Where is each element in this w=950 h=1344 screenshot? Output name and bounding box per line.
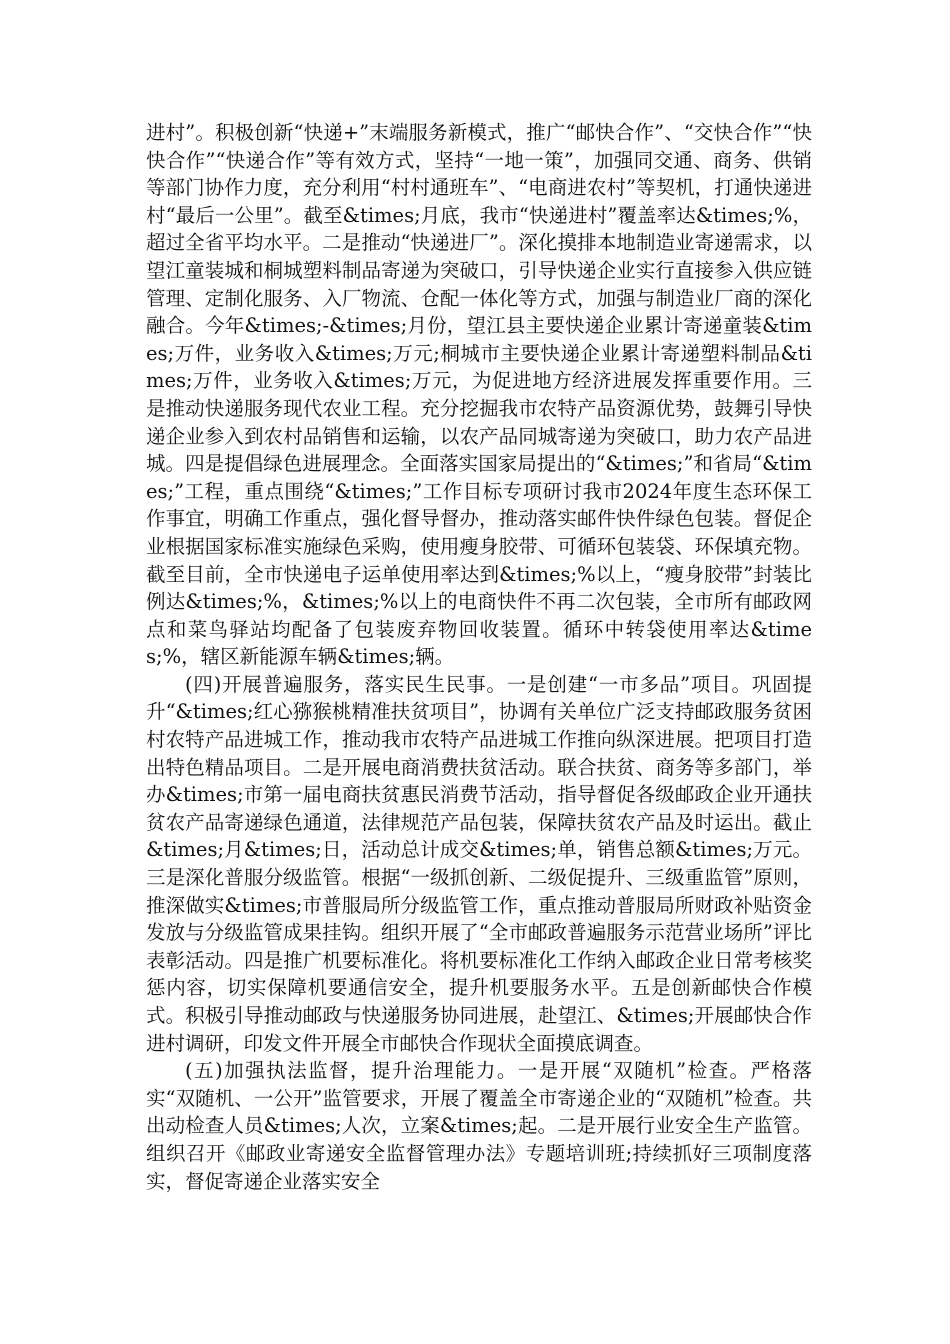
body-paragraph-2: (四)开展普遍服务，落实民生民事。一是创建“一市多品”项目。巩固提升“&times;红心猕猴桃精准扶贫项目”，协调有关单位广泛支持邮政服务贫困村农特产品进城工作，推动我市农特产品进城工作推向纵深进展。把项目打造出特色精品项目。二是开展电商消费扶贫活动。联合扶贫、商务等多部门，举办&times;市第一届电商扶贫惠民消费节活动，指导督促各级邮政企业开通扶贫农产品寄递绿色通道，法律规范产品包装，保障扶贫农产品及时运出。截止&times;月&times;日，活动总计成交&times;单，销售总额&times;万元。三是深化普服分级监管。根据“一级抓创新、二级促提升、三级重监管”原则，推深做实&times;市普服局所分级监管工作，重点推动普服局所财政补贴资金发放与分级监管成果挂钩。组织开展了“全市邮政普遍服务示范营业场所”评比表彰活动。四是推广机要标准化。将机要标准化工作纳入邮政企业日常考核奖惩内容，切实保障机要通信安全，提升机要服务水平。五是创新邮快合作模式。积极引导推动邮政与快递服务协同进展，赴望江、&times;开展邮快合作进村调研，印发文件开展全市邮快合作现状全面摸底调查。 [146, 672, 812, 1055]
body-paragraph-3: (五)加强执法监督，提升治理能力。一是开展“双随机”检查。严格落实“双随机、一公开”监管要求，开展了覆盖全市寄递企业的“双随机”检查。共出动检查人员&times;人次，立案&times;起。二是开展行业安全生产监管。组织召开《邮政业寄递安全监督管理办法》专题培训班;持续抓好三项制度落实，督促寄递企业落实安全 [146, 1059, 812, 1193]
body-paragraph-1: 进村”。积极创新“快递+”末端服务新模式，推广“邮快合作”、“交快合作”“快快合作”“快递合作”等有效方式，坚持“一地一策”，加强同交通、商务、供销等部门协作力度，充分利用“村村通班车”、“电商进农村”等契机，打通快递进村“最后一公里”。截至&times;月底，我市“快递进村”覆盖率达&times;%，超过全省平均水平。二是推动“快递进厂”。深化摸排本地制造业寄递需求，以望江童装城和桐城塑料制品寄递为突破口，引导快递企业实行直接参入供应链管理、定制化服务、入厂物流、仓配一体化等方式，加强与制造业厂商的深化融合。今年&times;-&times;月份，望江县主要快递企业累计寄递童装&times;万件，业务收入&times;万元;桐城市主要快递企业累计寄递塑料制品&times;万件，业务收入&times;万元，为促进地方经济进展发挥重要作用。三是推动快递服务现代农业工程。充分挖掘我市农特产品资源优势，鼓舞引导快递企业参入到农村品销售和运输，以农产品同城寄递为突破口，助力农产品进城。四是提倡绿色进展理念。全面落实国家局提出的“&times;”和省局“&times;”工程，重点围绕“&times;”工作目标专项研讨我市2024年度生态环保工作事宜，明确工作重点，强化督导督办，推动落实邮件快件绿色包装。督促企业根据国家标准实施绿色采购，使用瘦身胶带、可循环包装袋、环保填充物。截至目前，全市快递电子运单使用率达到&times;%以上，“瘦身胶带”封装比例达&times;%，&times;%以上的电商快件不再二次包装，全市所有邮政网点和菜鸟驿站均配备了包装废弃物回收装置。循环中转袋使用率达&times;%，辖区新能源车辆&times;辆。 [146, 121, 812, 669]
document-page [146, 119, 812, 1195]
